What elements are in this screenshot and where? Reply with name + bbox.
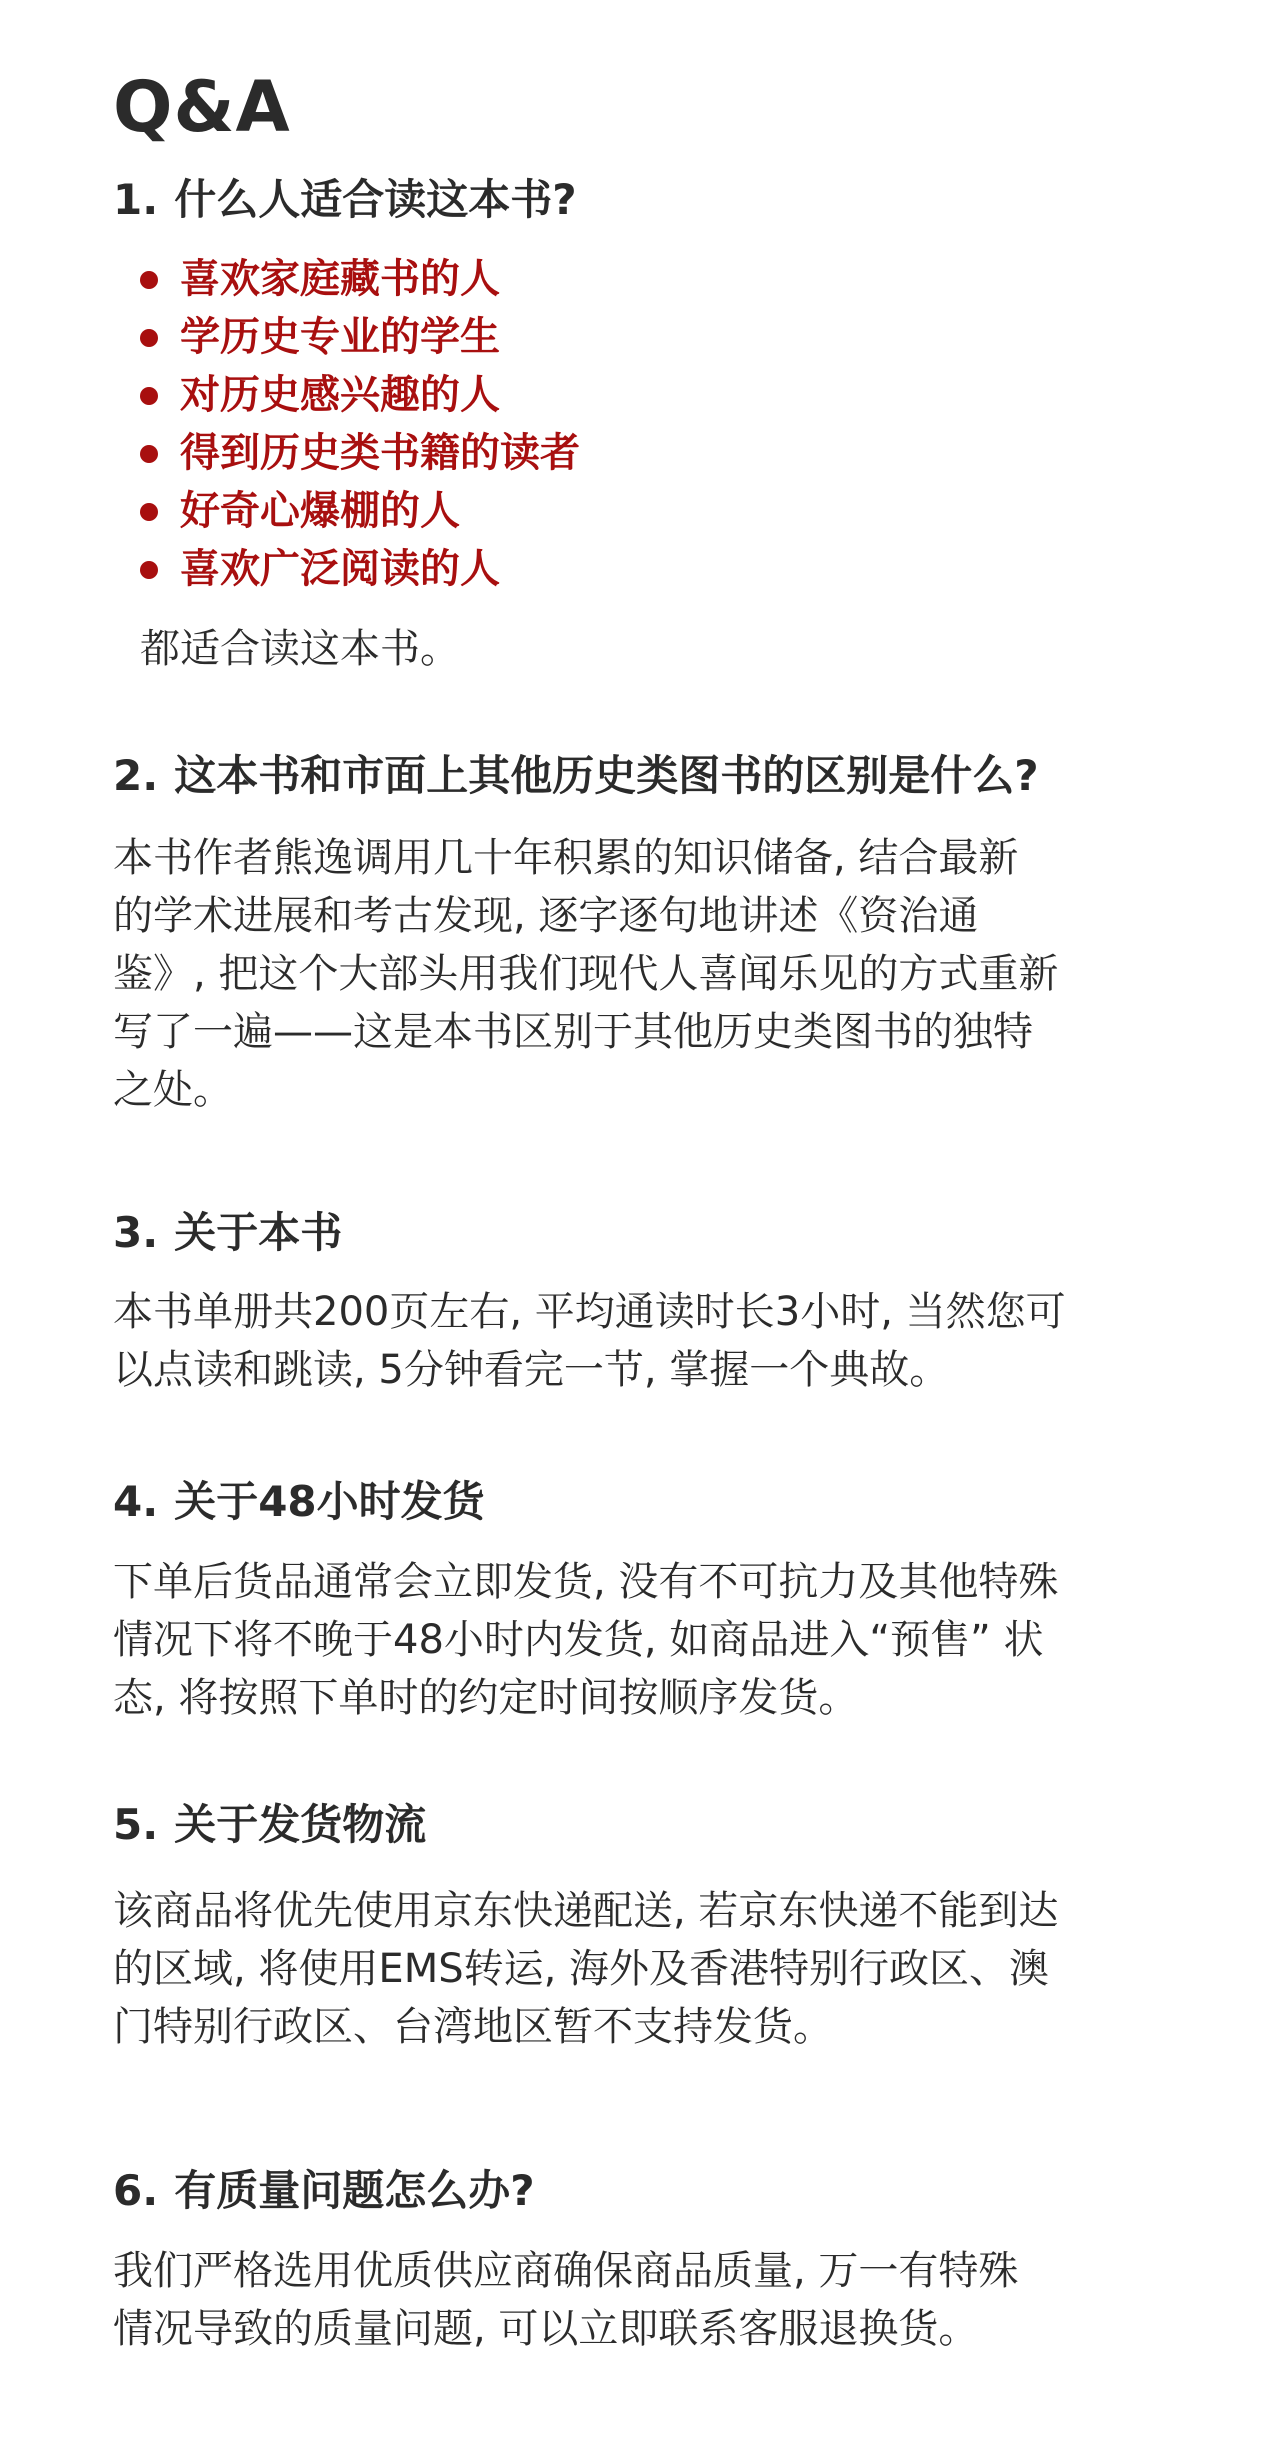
section-2-title: 这本书和市面上其他历史类图书的区别是什么? — [174, 751, 1039, 800]
section-4-number: 4. — [113, 1477, 159, 1526]
section-3-body — [113, 1283, 1173, 1399]
section-1-title: 什么人适合读这本书? — [174, 175, 577, 224]
paragraph-line: 之处。 — [113, 1067, 233, 1113]
section-2-body — [113, 829, 1173, 1119]
bullet-dot-icon — [140, 271, 158, 289]
section-1-heading — [113, 172, 577, 228]
paragraph-line: 以点读和跳读, 5分钟看完一节, 掌握一个典故。 — [113, 1347, 950, 1393]
paragraph-line: 本书单册共200页左右, 平均通读时长3小时, 当然您可 — [113, 1289, 1066, 1335]
list-item-text: 得到历史类书籍的读者 — [180, 430, 580, 476]
list-item — [140, 482, 580, 540]
section-6-body — [113, 2242, 1173, 2358]
list-item-text: 对历史感兴趣的人 — [180, 372, 500, 418]
section-4-title: 关于48小时发货 — [174, 1477, 485, 1526]
bullet-dot-icon — [140, 387, 158, 405]
paragraph-line: 鉴》, 把这个大部头用我们现代人喜闻乐见的方式重新 — [113, 951, 1059, 997]
section-4-heading — [113, 1474, 485, 1530]
bullet-dot-icon — [140, 445, 158, 463]
paragraph-line: 写了一遍——这是本书区别于其他历史类图书的独特 — [113, 1009, 1033, 1055]
list-item-text: 学历史专业的学生 — [180, 314, 500, 360]
section-6-title: 有质量问题怎么办? — [174, 2166, 535, 2215]
paragraph-line: 我们严格选用优质供应商确保商品质量, 万一有特殊 — [113, 2248, 1019, 2294]
paragraph-line: 该商品将优先使用京东快递配送, 若京东快递不能到达 — [113, 1888, 1059, 1934]
bullet-dot-icon — [140, 329, 158, 347]
section-1-conclusion: 都适合读这本书。 — [140, 626, 460, 672]
section-6-heading — [113, 2163, 535, 2219]
section-3-title: 关于本书 — [174, 1208, 343, 1257]
audience-list — [140, 250, 580, 598]
section-5-title: 关于发货物流 — [174, 1800, 427, 1849]
list-item-text: 好奇心爆棚的人 — [180, 488, 460, 534]
section-4-body — [113, 1553, 1173, 1727]
list-item — [140, 308, 580, 366]
paragraph-line: 情况导致的质量问题, 可以立即联系客服退换货。 — [113, 2306, 979, 2352]
list-item — [140, 540, 580, 598]
list-item — [140, 250, 580, 308]
list-item-text: 喜欢家庭藏书的人 — [180, 256, 500, 302]
section-5-body — [113, 1882, 1173, 2056]
section-2-heading — [113, 748, 1039, 804]
list-item-text: 喜欢广泛阅读的人 — [180, 546, 500, 592]
list-item — [140, 366, 580, 424]
section-3-heading — [113, 1205, 342, 1261]
section-5-number: 5. — [113, 1800, 159, 1849]
section-5-heading — [113, 1797, 426, 1853]
section-2-number: 2. — [113, 751, 159, 800]
paragraph-line: 的学术进展和考古发现, 逐字逐句地讲述《资治通 — [113, 893, 979, 939]
paragraph-line: 本书作者熊逸调用几十年积累的知识储备, 结合最新 — [113, 835, 1019, 881]
paragraph-line: 态, 将按照下单时的约定时间按顺序发货。 — [113, 1675, 859, 1721]
page-title: Q&A — [113, 66, 291, 148]
paragraph-line: 情况下将不晚于48小时内发货, 如商品进入“预售” 状 — [113, 1617, 1044, 1663]
section-3-number: 3. — [113, 1208, 159, 1257]
list-item — [140, 424, 580, 482]
bullet-dot-icon — [140, 561, 158, 579]
paragraph-line: 下单后货品通常会立即发货, 没有不可抗力及其他特殊 — [113, 1559, 1059, 1605]
bullet-dot-icon — [140, 503, 158, 521]
section-1-number: 1. — [113, 175, 159, 224]
section-6-number: 6. — [113, 2166, 159, 2215]
paragraph-line: 的区域, 将使用EMS转运, 海外及香港特别行政区、澳 — [113, 1946, 1050, 1992]
paragraph-line: 门特别行政区、台湾地区暂不支持发货。 — [113, 2004, 833, 2050]
